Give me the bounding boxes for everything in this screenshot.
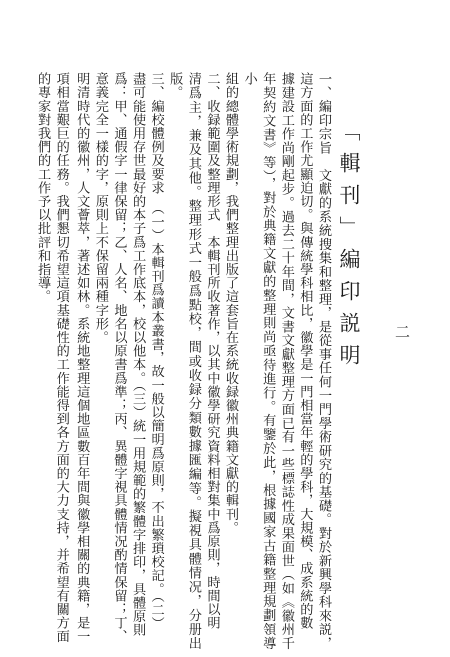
text-column: 的專家對我們的工作予以批評和指導。 [35,72,51,304]
page-number: 二 [395,323,411,341]
text-column: 一、編印宗旨 文獻的系統搜集和整理，是從事任何一門學術研究的基礎。對於新興學科來説，這方面的工作尤顯迫切。與傳統學科相比，徽學是一門相當年輕的學科，大規模、成系統的數 [297,72,331,650]
text-column: 組的總體學術規劃，我們整理出版了這套旨在系統收録徽州典籍文獻的輯刊。 [223,72,239,535]
text-column: 據建設工作尚剛起步。過去二十年間，文書文獻整理方面已有一些標誌性成果面世（如《徽州千年契約文書》等），對於典籍文獻的整理則尚亟待進行。有鑒於此，根據國家古籍整理規劃領導小 [241,72,294,650]
text-column: 意義完全一樣的字，原則上不保留兩種字形。 [92,72,108,344]
text-column: 盡可能使用存世最好的本子爲工作底本，校以他本。（三）統一用規範的繁體字排印，具體原則 [130,72,146,637]
text-column: 項相當艱巨的任務。我們懇切希望這項基礎性的工作能得到各方面的大力支持，并希望有關方面 [53,72,69,644]
text-column: 明清時代的徽州，人文薈萃，著述如林。系統地整理這個地區數百年間與徽學相關的典籍，是一 [74,72,90,644]
text-column: 二、收録範圍及整理形式 本輯刊所收著作，以其中徽學研究資料相對集中爲原則，時間以明 [204,72,220,630]
text-column: 三、編校體例及要求 （一）本輯刊爲讀本叢書，故一般以簡明爲原則，不出繁瑣校記。（二） [148,72,164,630]
page-title: 「輯刊」編印説明 [337,120,361,376]
text-column: 清爲主，兼及其他。整理形式一般爲點校，間或收録分類數據匯編等。擬視具體情况，分册出版。 [167,72,201,650]
body-text [22,72,332,650]
text-column: 爲：甲、通假字一律保留；乙、人名、地名以原書爲準；丙、異體字視具體情况酌情保留；丁、 [111,72,127,644]
